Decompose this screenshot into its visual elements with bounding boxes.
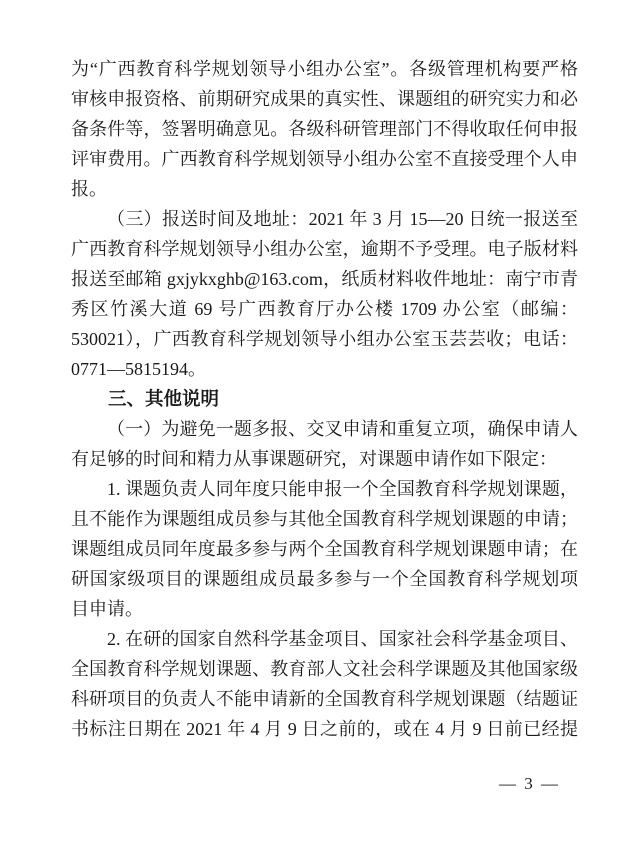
text-line: 530021），广西教育科学规划领导小组办公室玉芸芸收；电话： (71, 329, 578, 349)
text-line: 1. 课题负责人同年度只能申报一个全国教育科学规划课题， (107, 479, 578, 499)
text-line: 审核申报资格、前期研究成果的真实性、课题组的研究实力和必 (71, 89, 578, 109)
text-line: 书标注日期在 2021 年 4 月 9 日之前的，或在 4 月 9 日前已经提 (71, 719, 578, 739)
text-line: （一）为避免一题多报、交叉申请和重复立项，确保申请人 (107, 419, 578, 439)
text-line: （三）报送时间及地址：2021 年 3 月 15—20 日统一报送至 (107, 209, 578, 229)
text-line: 备条件等，签署明确意见。各级科研管理部门不得收取任何申报 (71, 119, 578, 139)
text-line: 广西教育科学规划领导小组办公室，逾期不予受理。电子版材料 (71, 239, 578, 259)
text-line: 且不能作为课题组成员参与其他全国教育科学规划课题的申请； (71, 509, 578, 529)
text-line: 报。 (71, 179, 107, 199)
text-line: 研国家级项目的课题组成员最多参与一个全国教育科学规划项 (71, 569, 578, 589)
text-line: 科研项目的负责人不能申请新的全国教育科学规划课题（结题证 (71, 689, 578, 709)
text-line: 评审费用。广西教育科学规划领导小组办公室不直接受理个人申 (71, 149, 578, 169)
text-line: 为“广西教育科学规划领导小组办公室”。各级管理机构要严格 (71, 59, 578, 79)
text-block (71, 54, 578, 744)
text-line: 0771—5815194。 (71, 359, 206, 379)
text-line: 秀区竹溪大道 69 号广西教育厅办公楼 1709 办公室（邮编： (71, 299, 578, 319)
text-line: 目申请。 (71, 599, 143, 619)
text-line: 课题组成员同年度最多参与两个全国教育科学规划课题申请；在 (71, 539, 578, 559)
text-line: 报送至邮箱 gxjykxghb@163.com，纸质材料收件地址：南宁市青 (71, 269, 578, 289)
section-heading: 三、其他说明 (108, 388, 220, 409)
text-line: 2. 在研的国家自然科学基金项目、国家社会科学基金项目、 (107, 629, 578, 649)
text-line: 有足够的时间和精力从事课题研究，对课题申请作如下限定： (71, 449, 557, 469)
text-line: 全国教育科学规划课题、教育部人文社会科学课题及其他国家级 (71, 659, 578, 679)
page-number: — 3 — (499, 774, 560, 793)
